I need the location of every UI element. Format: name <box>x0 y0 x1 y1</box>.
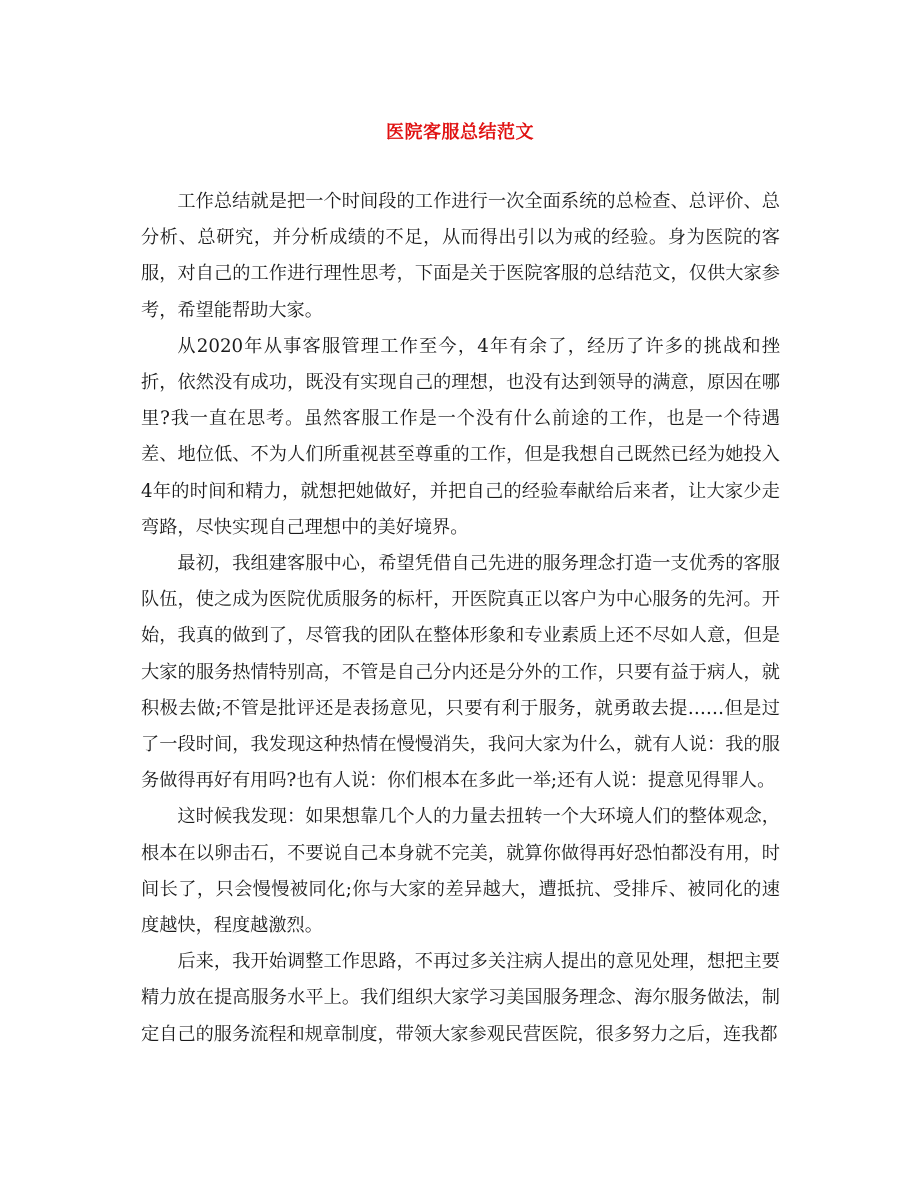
paragraph: 工作总结就是把一个时间段的工作进行一次全面系统的总检查、总评价、总分析、总研究，并分析成绩的不足，从而得出引以为戒的经验。身为医院的客服，对自己的工作进行理性思考，下面是关于医院客服的总结范文，仅供大家参考，希望能帮助大家。 <box>141 191 780 321</box>
paragraph: 后来，我开始调整工作思路，不再过多关注病人提出的意见处理，想把主要精力放在提高服务水平上。我们组织大家学习美国服务理念、海尔服务做法，制定自己的服务流程和规章制度，带领大家参观民营医院，很多努力之后，连我都 <box>141 951 780 1045</box>
document-title: 医院客服总结范文 <box>386 122 534 143</box>
paragraph: 这时候我发现：如果想靠几个人的力量去扭转一个大环境人们的整体观念，根本在以卵击石，不要说自己本身就不完美，就算你做得再好恐怕都没有用，时间长了，只会慢慢被同化;你与大家的差异越大，遭抵抗、受排斥、被同化的速度越快，程度越激烈。 <box>141 806 780 937</box>
paragraph: 最初，我组建客服中心，希望凭借自己先进的服务理念打造一支优秀的客服队伍，使之成为医院优质服务的标杆，开医院真正以客户为中心服务的先河。开始，我真的做到了，尽管我的团队在整体形象和专业素质上还不尽如人意，但是大家的服务热情特别高，不管是自己分内还是分外的工作，只要有益于病人，就积极去做;不管是批评还是表扬意见，只要有利于服务，就勇敢去提……但是过了一段时间，我发现这种热情在慢慢消失，我问大家为什么，就有人说：我的服务做得再好有用吗?也有人说：你们根本在多此一举;还有人说：提意见得罪人。 <box>141 553 780 792</box>
paragraph: 从2020年从事客服管理工作至今，4年有余了，经历了许多的挑战和挫折，依然没有成功，既没有实现自己的理想，也没有达到领导的满意，原因在哪里?我一直在思考。虽然客服工作是一个没有什么前途的工作，也是一个待遇差、地位低、不为人们所重视甚至尊重的工作，但是我想自己既然已经为她投入4年的时间和精力，就想把她做好，并把自己的经验奉献给后来者，让大家少走弯路，尽快实现自己理想中的美好境界。 <box>141 335 780 538</box>
document-body <box>141 184 780 1053</box>
